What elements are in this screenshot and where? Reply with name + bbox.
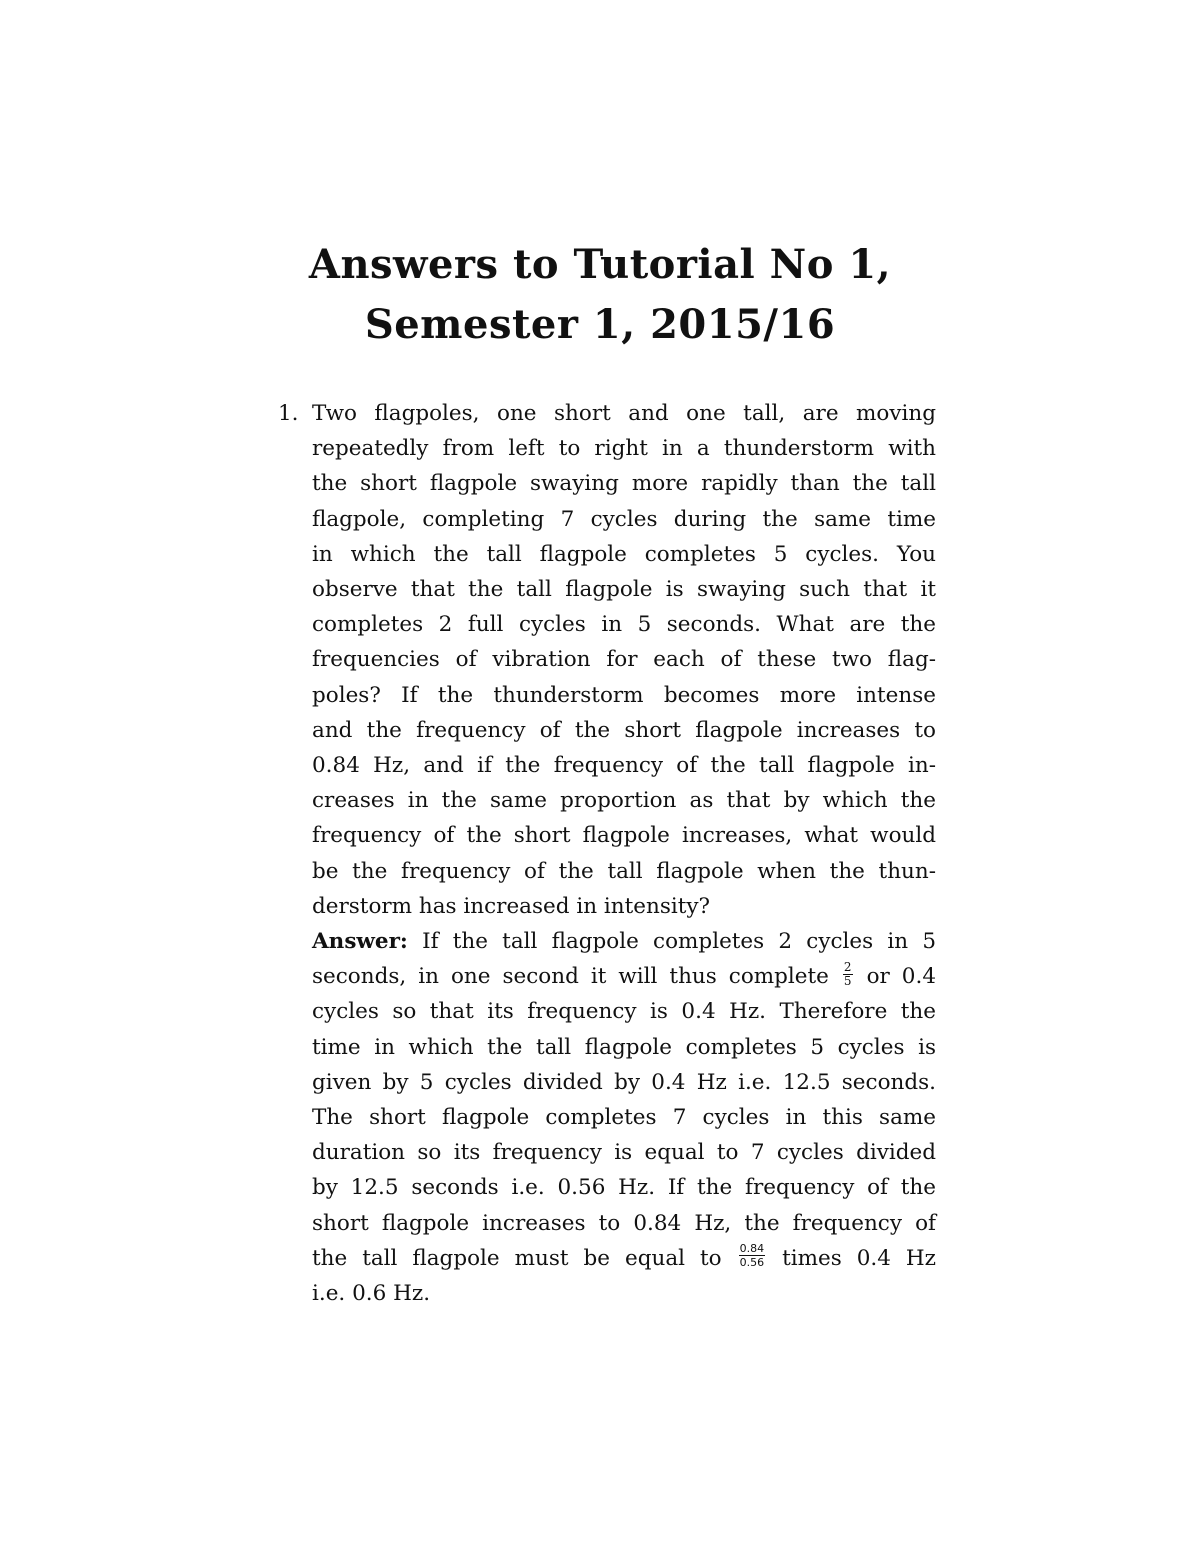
answer-line: i.e. 0.6 Hz. [312,1281,431,1306]
question-line: frequency of the short flagpole increases, what would [312,823,936,849]
answer-line: duration so its frequency is equal to 7 cycles divided [312,1140,936,1166]
question-line: repeatedly from left to right in a thunderstorm with [312,436,936,462]
question-line: completes 2 full cycles in 5 seconds. What are the [312,612,936,638]
answer-text-segment: times 0.4 Hz [767,1245,936,1271]
answer-line [312,1241,936,1276]
answer-label: Answer: [312,929,408,954]
answer-text-segment: If the tall flagpole completes 2 cycles in 5 [407,929,936,954]
answer-text-segment: the tall flagpole must be equal to [312,1245,737,1271]
answer-line [312,959,936,994]
document-title-line-1: Answers to Tutorial No 1, [308,241,892,288]
answer-text-segment: seconds, in one second it will thus complete [312,964,841,990]
fraction-numerator: 0.84 [739,1242,765,1256]
question-line: poles? If the thunderstorm becomes more intense [312,682,936,708]
answer-line: time in which the tall flagpole completes 5 cycles is [312,1034,936,1060]
question-line: in which the tall flagpole completes 5 cycles. You [312,541,936,567]
question-line: the short flagpole swaying more rapidly than the tall [312,471,936,497]
question-number: 1. [278,401,299,426]
question-line: 0.84 Hz, and if the frequency of the tall flagpole in- [312,753,936,778]
answer-line: by 12.5 seconds i.e. 0.56 Hz. If the frequency of the [312,1175,936,1201]
answer-line [312,924,936,959]
question-line: creases in the same proportion as that by which the [312,788,936,814]
fraction-084-over-056 [739,1242,766,1269]
fraction-numerator: 2 [843,959,852,974]
question-line: frequencies of vibration for each of these two flag- [312,647,936,673]
answer-line: given by 5 cycles divided by 0.4 Hz i.e. 12.5 seconds. [312,1069,936,1095]
fraction-denominator: 0.56 [739,1256,765,1270]
question-line: Two flagpoles, one short and one tall, are moving [312,401,936,426]
question-line: derstorm has increased in intensity? [312,893,711,919]
answer-text-segment: or 0.4 [854,964,936,990]
answer-line: short flagpole increases to 0.84 Hz, the frequency of [312,1210,936,1236]
answer-line: The short flagpole completes 7 cycles in this same [312,1105,936,1130]
answer-line: cycles so that its frequency is 0.4 Hz. Therefore the [312,999,936,1025]
question-line: be the frequency of the tall flagpole when the thun- [312,858,936,884]
fraction-denominator: 5 [843,973,852,988]
question-line: observe that the tall flagpole is swaying such that it [312,577,936,602]
question-line: and the frequency of the short flagpole increases to [312,717,936,743]
document-title-line-2: Semester 1, 2015/16 [364,301,836,348]
fraction-two-fifths [843,961,853,988]
question-line: flagpole, completing 7 cycles during the same time [312,506,936,532]
